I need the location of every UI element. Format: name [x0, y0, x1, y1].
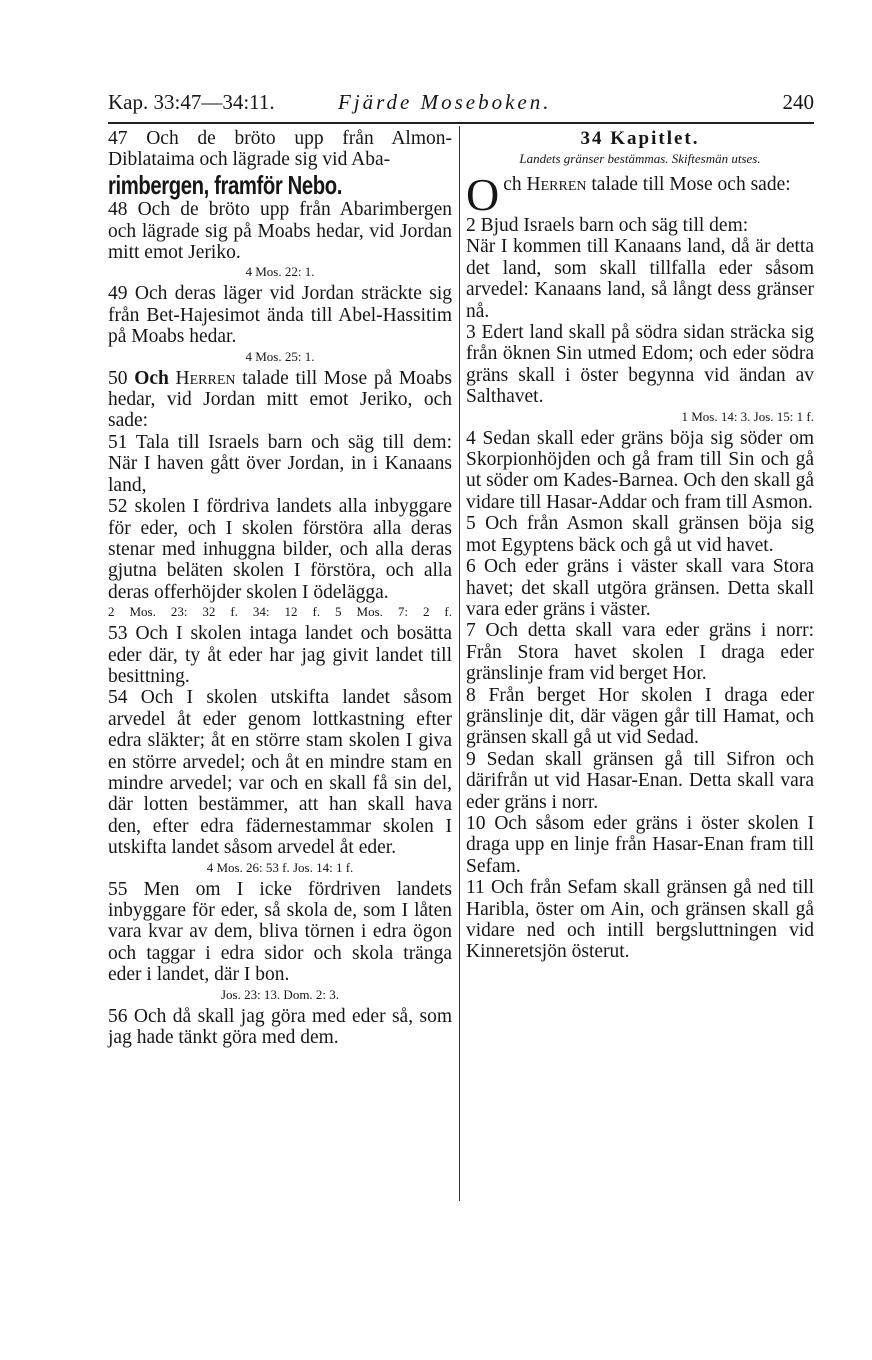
verse-50-text: talade till Mose på Moabs hedar, vid Jordan mitt emot Jeriko, och sade: [108, 367, 453, 432]
cross-reference-54: 4 Mos. 26: 53 f. Jos. 14: 1 f. [206, 859, 354, 875]
right-column [466, 128, 814, 963]
verse-4: 4 Sedan skall eder gräns böja sig söder om Skorpionhöjden och gå fram till Sin och gå ut söder om Kades-Barnea. Och den skall gå vidare till Hasar-Addar och fram till Asmon. [466, 427, 814, 513]
page-number: 240 [782, 90, 814, 114]
verse-50-number: 50 [108, 367, 128, 389]
book-title: Fjärde Moseboken. [338, 90, 552, 114]
chapter-subtitle: Landets gränser bestämmas. Skiftesmän utses. [519, 151, 761, 166]
verse-7: 7 Och detta skall vara eder gräns i norr: Från Stora havet skolen I draga eder gränslinje fram vid berget Hor. [466, 620, 814, 685]
verse-47-heavy-text: rimbergen, framför Nebo. [108, 169, 343, 200]
verse-47: 47 Och de bröto upp från Almon-Diblataima och lägrade sig vid Aba- [108, 128, 452, 171]
verse-1-herren: Herren [526, 174, 587, 195]
chapter-title: 34 Kapitlet. [580, 128, 700, 149]
verse-10: 10 Och såsom eder gräns i öster skolen I draga upp en linje från Hasar-Enan fram till Sefam. [466, 812, 814, 877]
verse-52: 52 skolen I fördriva landets alla inbyggare för eder, och I skolen förstöra alla deras stenar med inhuggna bilder, och alla deras gjutna beläten skolen I förstöra, och alla deras offerhöjder skolen I ödelägga. [108, 496, 452, 603]
verse-54: 54 Och I skolen utskifta landet såsom arvedel åt eder genom lottkastning efter edra släkter; åt en större stam skolen I giva en större arvedel; och åt en mindre stam en mindre arvedel; var och en skall få sin del, där lotten bestämmer, att han skall hava den, efter edra fädernestammar skolen I utskifta landet såsom arvedel åt eder. [108, 687, 452, 859]
verse-49: 49 Och deras läger vid Jordan sträckte sig från Bet-Hajesimot ända till Abel-Hassitim på Moabs hedar. [108, 283, 452, 348]
verse-8: 8 Från berget Hor skolen I draga eder gränslinje dit, där vägen går till Hamat, och gränsen skall gå ut vid Sedad. [466, 684, 814, 749]
left-column [108, 128, 452, 1048]
verse-11: 11 Och från Sefam skall gränsen gå ned till Haribla, öster om Ain, och gränsen skall gå vidare ned och intill bergsluttningen vid Kinneretsjön österut. [466, 877, 814, 963]
verse-56: 56 Och då skall jag göra med eder så, som jag hade tänkt göra med dem. [108, 1005, 452, 1049]
running-header [108, 90, 814, 122]
column-divider [459, 126, 460, 1201]
verse-6: 6 Och eder gräns i väster skall vara Stora havet; det skall utgöra gränsen. Detta skall vara eder gräns i väster. [466, 556, 814, 620]
verse-48: 48 Och de bröto upp från Abarimbergen och lägrade sig på Moabs hedar, vid Jordan mitt emot Jeriko. [108, 199, 452, 264]
cross-reference-49: 4 Mos. 25: 1. [245, 348, 315, 364]
verse-51: 51 Tala till Israels barn och säg till dem: När I haven gått över Jordan, in i Kanaans land, [108, 431, 452, 496]
cross-reference-48: 4 Mos. 22: 1. [245, 264, 315, 280]
verse-50 [108, 368, 452, 432]
chapter-reference: Kap. 33:47—34:11. [108, 90, 275, 114]
verse-55: 55 Men om I icke fördriven landets inbyggare för eder, så skola de, som I låten vara kvar av dem, bliva törnen i edra ögon och taggar i edra sidor och skola tränga eder i landet, där I bon. [108, 878, 452, 986]
verse-1 [466, 169, 814, 220]
header-rule [108, 122, 814, 124]
cross-reference-55: Jos. 23: 13. Dom. 2: 3. [220, 986, 340, 1002]
verse-5: 5 Och från Asmon skall gränsen böja sig mot Egyptens bäck och gå ut vid havet. [466, 513, 814, 556]
verse-1-text: talade till Mose och sade: [591, 174, 791, 195]
cross-reference-52: 2 Mos. 23: 32 f. 34: 12 f. 5 Mos. 7: 2 f. [108, 604, 452, 620]
verse-50-herren: Herren [175, 367, 236, 389]
verse-2-continued: När I kommen till Kanaans land, då är detta det land, som skall tillfalla eder såsom arvedel: Kanaans land, så långt dess gränser nå. [466, 236, 814, 322]
verse-50-och: Och [134, 367, 169, 389]
drop-cap: O [466, 169, 500, 220]
verse-47-end [108, 171, 452, 199]
verse-53: 53 Och I skolen intaga landet och bosätta eder där, ty åt eder har jag givit landet till besittning. [108, 623, 452, 687]
verse-9: 9 Sedan skall gränsen gå till Sifron och därifrån ut vid Hasar-Enan. Detta skall vara eder gräns i norr. [466, 748, 814, 813]
verse-2: 2 Bjud Israels barn och säg till dem: [466, 215, 749, 236]
verse-1-start: ch [503, 174, 522, 195]
cross-reference-3: 1 Mos. 14: 3. Jos. 15: 1 f. [681, 408, 814, 424]
verse-3: 3 Edert land skall på södra sidan sträcka sig från öknen Sin utmed Edom; och eder södra gräns skall i öster begynna vid ändan av Salthavet. [466, 322, 814, 408]
